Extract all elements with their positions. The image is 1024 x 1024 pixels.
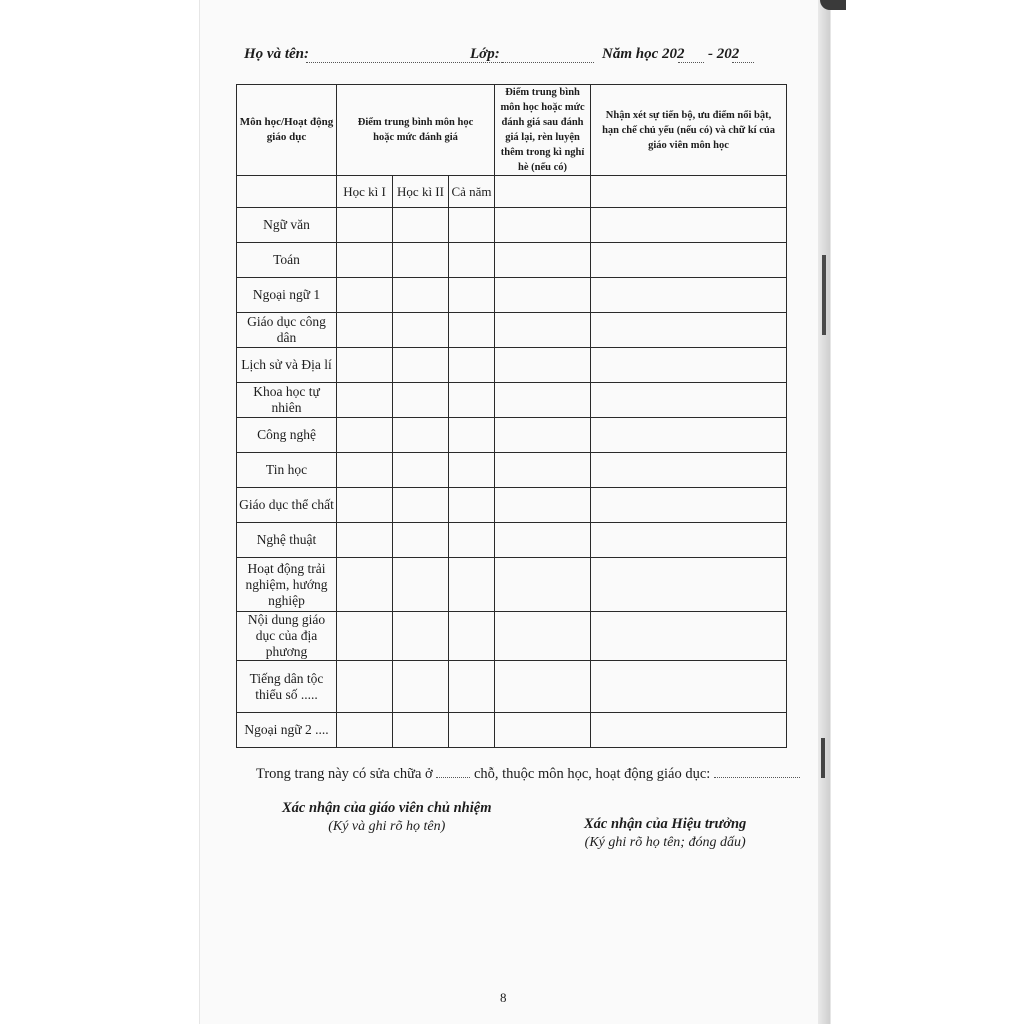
empty-cell (591, 176, 787, 208)
grade-semester-2[interactable] (393, 243, 449, 278)
grade-semester-1[interactable] (337, 558, 393, 612)
grade-reevaluation[interactable] (495, 243, 591, 278)
grade-semester-2[interactable] (393, 453, 449, 488)
header-average: Điểm trung bình môn học hoặc mức đánh giá (337, 85, 495, 176)
teacher-comment[interactable] (591, 661, 787, 713)
homeroom-subtitle: (Ký và ghi rõ họ tên) (328, 819, 446, 834)
header-full-year: Cả năm (449, 176, 495, 208)
year-label: Năm học 202 (602, 46, 685, 62)
grade-full-year[interactable] (449, 661, 495, 713)
teacher-comment[interactable] (591, 713, 787, 748)
note-text-b: chỗ, thuộc môn học, hoạt động giáo dục: (473, 766, 711, 782)
grade-semester-1[interactable] (337, 243, 393, 278)
grade-reevaluation[interactable] (495, 661, 591, 713)
subject-name: Hoạt động trải nghiệm, hướng nghiệp (237, 558, 337, 612)
teacher-comment[interactable] (591, 453, 787, 488)
teacher-comment[interactable] (591, 348, 787, 383)
empty-cell (237, 176, 337, 208)
subject-name: Giáo dục thể chất (237, 488, 337, 523)
year-sep: - 202 (708, 46, 740, 62)
table-row (237, 278, 787, 313)
teacher-comment[interactable] (591, 313, 787, 348)
binding-mark (821, 738, 825, 778)
grade-semester-2[interactable] (393, 558, 449, 612)
grades-table (236, 84, 787, 748)
grade-semester-1[interactable] (337, 453, 393, 488)
teacher-comment[interactable] (591, 418, 787, 453)
grade-full-year[interactable] (449, 208, 495, 243)
page-number: 8 (500, 990, 507, 1005)
grade-semester-1[interactable] (337, 612, 393, 661)
table-row (237, 453, 787, 488)
header-comment: Nhận xét sự tiến bộ, ưu điểm nổi bật, hạn chế chủ yếu (nếu có) và chữ kí của giáo viên môn học (591, 85, 787, 176)
table-row (237, 208, 787, 243)
grade-full-year[interactable] (449, 558, 495, 612)
table-row (237, 488, 787, 523)
table-row (237, 383, 787, 418)
grade-semester-1[interactable] (337, 488, 393, 523)
header-semester-1: Học kì I (337, 176, 393, 208)
teacher-comment[interactable] (591, 488, 787, 523)
header-semester-2: Học kì II (393, 176, 449, 208)
subject-name: Nghệ thuật (237, 523, 337, 558)
grade-full-year[interactable] (449, 313, 495, 348)
grade-reevaluation[interactable] (495, 348, 591, 383)
table-row (237, 558, 787, 612)
grade-semester-1[interactable] (337, 661, 393, 713)
subject-name: Công nghệ (237, 418, 337, 453)
teacher-comment[interactable] (591, 243, 787, 278)
year-start-field[interactable] (678, 62, 704, 63)
subject-name: Nội dung giáo dục của địa phương (237, 612, 337, 661)
subject-name: Khoa học tự nhiên (237, 383, 337, 418)
grade-semester-1[interactable] (337, 383, 393, 418)
grade-semester-2[interactable] (393, 418, 449, 453)
grade-reevaluation[interactable] (495, 383, 591, 418)
grade-semester-1[interactable] (337, 418, 393, 453)
grade-reevaluation[interactable] (495, 612, 591, 661)
grade-full-year[interactable] (449, 243, 495, 278)
grade-full-year[interactable] (449, 453, 495, 488)
grade-reevaluation[interactable] (495, 713, 591, 748)
name-label: Họ và tên: (244, 46, 309, 62)
class-field[interactable] (502, 62, 594, 63)
table-row (237, 713, 787, 748)
grade-full-year[interactable] (449, 383, 495, 418)
grade-reevaluation[interactable] (495, 523, 591, 558)
table-row (237, 418, 787, 453)
grade-semester-2[interactable] (393, 612, 449, 661)
grade-reevaluation[interactable] (495, 453, 591, 488)
grade-semester-1[interactable] (337, 523, 393, 558)
homeroom-title: Xác nhận của giáo viên chủ nhiệm (282, 800, 492, 816)
grade-semester-2[interactable] (393, 661, 449, 713)
table-row (237, 661, 787, 713)
grade-semester-1[interactable] (337, 278, 393, 313)
grade-reevaluation[interactable] (495, 313, 591, 348)
grade-semester-2[interactable] (393, 713, 449, 748)
header-line (240, 46, 760, 70)
subject-name: Tin học (237, 453, 337, 488)
subject-name: Giáo dục công dân (237, 313, 337, 348)
year-end-field[interactable] (732, 62, 754, 63)
teacher-comment[interactable] (591, 612, 787, 661)
grade-semester-2[interactable] (393, 383, 449, 418)
table-row (237, 313, 787, 348)
grade-reevaluation[interactable] (495, 418, 591, 453)
teacher-comment[interactable] (591, 558, 787, 612)
table-row (237, 523, 787, 558)
principal-signature (584, 816, 746, 851)
grade-semester-2[interactable] (393, 313, 449, 348)
principal-title: Xác nhận của Hiệu trưởng (584, 816, 747, 832)
correction-note (256, 766, 800, 783)
grade-full-year[interactable] (449, 278, 495, 313)
subject-name: Ngoại ngữ 1 (237, 278, 337, 313)
grade-reevaluation[interactable] (495, 488, 591, 523)
subject-rows (237, 208, 787, 748)
teacher-comment[interactable] (591, 278, 787, 313)
class-label: Lớp: (470, 46, 500, 62)
grade-semester-2[interactable] (393, 488, 449, 523)
grade-semester-1[interactable] (337, 713, 393, 748)
grade-reevaluation[interactable] (495, 278, 591, 313)
teacher-comment[interactable] (591, 208, 787, 243)
grade-full-year[interactable] (449, 488, 495, 523)
empty-cell (495, 176, 591, 208)
grade-full-year[interactable] (449, 418, 495, 453)
corrections-count-field[interactable] (436, 777, 470, 778)
subject-name: Tiếng dân tộc thiểu số ..... (237, 661, 337, 713)
subject-name: Lịch sử và Địa lí (237, 348, 337, 383)
subject-name: Ngữ văn (237, 208, 337, 243)
corrections-subject-field[interactable] (714, 777, 800, 778)
homeroom-signature (282, 800, 491, 835)
subject-name: Ngoại ngữ 2 .... (237, 713, 337, 748)
corner-shadow (820, 0, 846, 10)
grade-full-year[interactable] (449, 348, 495, 383)
grade-semester-2[interactable] (393, 208, 449, 243)
table-row (237, 243, 787, 278)
note-text-a: Trong trang này có sửa chữa ở (256, 766, 433, 782)
principal-subtitle: (Ký ghi rõ họ tên; đóng dấu) (584, 835, 746, 850)
grade-semester-1[interactable] (337, 313, 393, 348)
header-subject: Môn học/Hoạt động giáo dục (237, 85, 337, 176)
grade-semester-1[interactable] (337, 348, 393, 383)
binding-mark (822, 255, 826, 335)
page-edge (818, 0, 830, 1024)
grade-reevaluation[interactable] (495, 208, 591, 243)
table-row (237, 348, 787, 383)
table-row (237, 612, 787, 661)
subject-name: Toán (237, 243, 337, 278)
grade-semester-1[interactable] (337, 208, 393, 243)
grade-full-year[interactable] (449, 523, 495, 558)
grade-semester-2[interactable] (393, 348, 449, 383)
grade-full-year[interactable] (449, 612, 495, 661)
grade-semester-2[interactable] (393, 523, 449, 558)
teacher-comment[interactable] (591, 383, 787, 418)
header-reevaluation: Điểm trung bình môn học hoặc mức đánh giá sau đánh giá lại, rèn luyện thêm trong kì nghỉ hè (nếu có) (495, 85, 591, 176)
grade-full-year[interactable] (449, 713, 495, 748)
teacher-comment[interactable] (591, 523, 787, 558)
grade-reevaluation[interactable] (495, 558, 591, 612)
grade-semester-2[interactable] (393, 278, 449, 313)
